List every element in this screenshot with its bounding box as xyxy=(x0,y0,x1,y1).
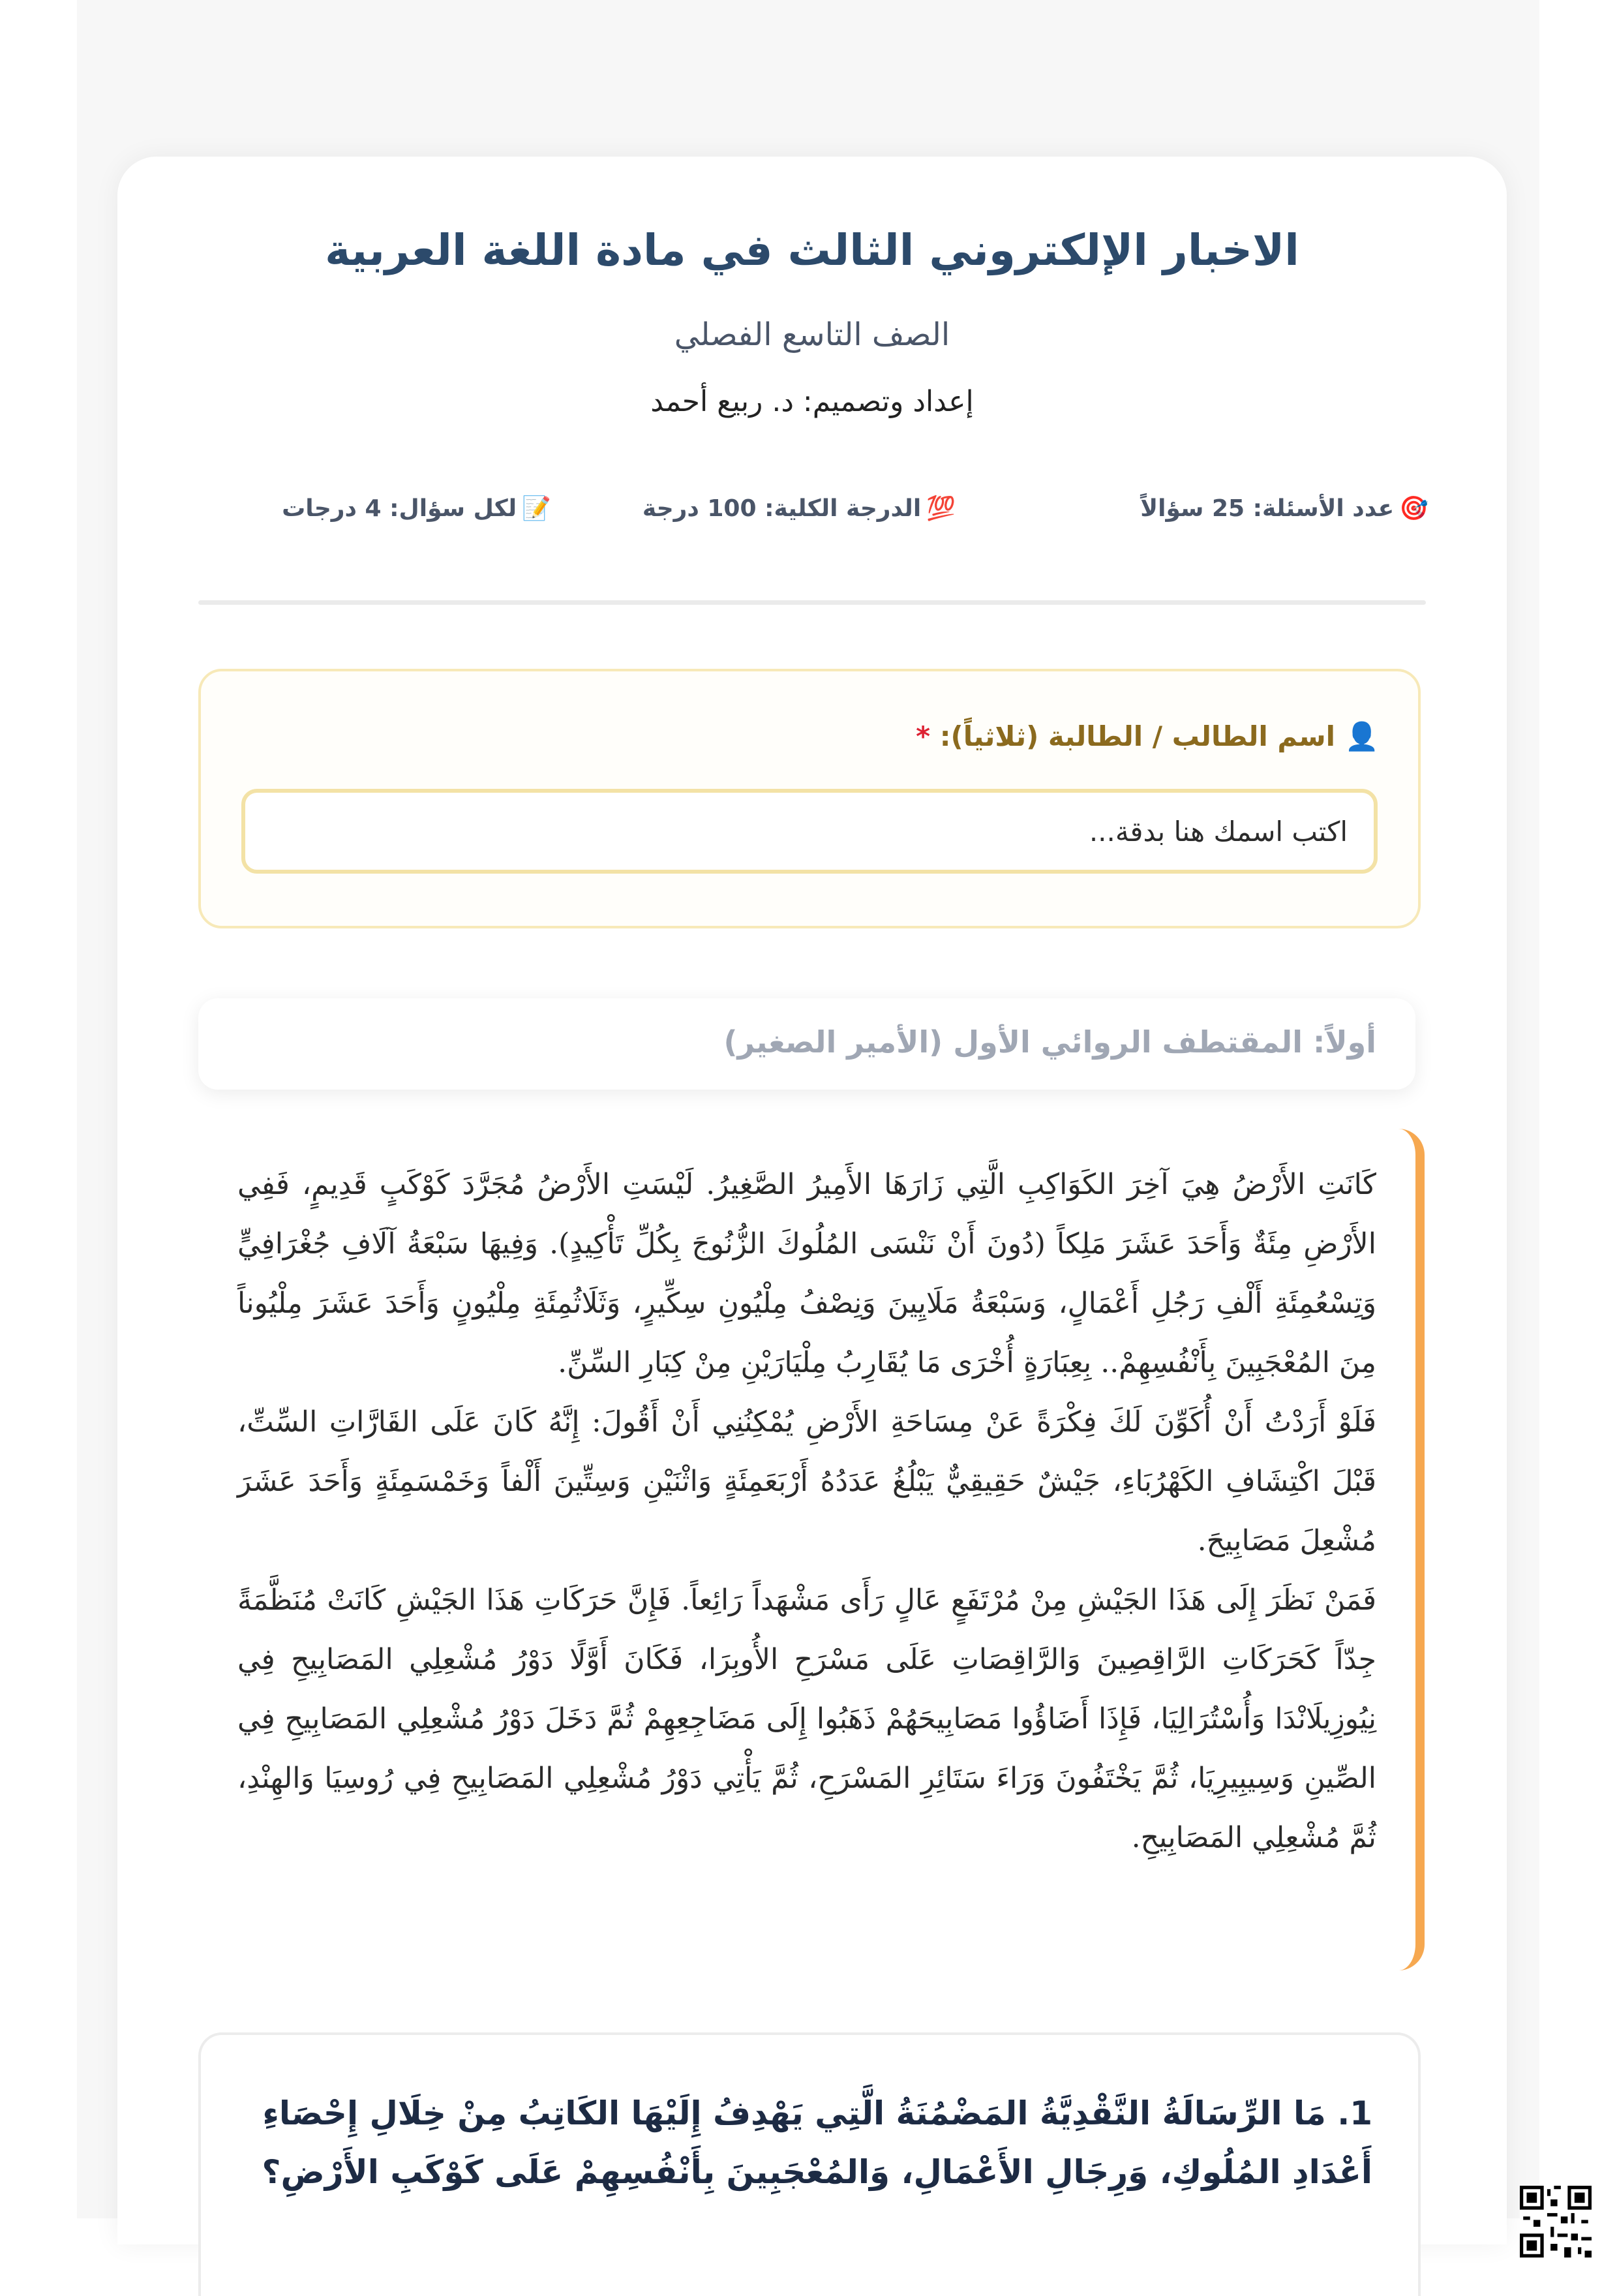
section-header xyxy=(198,998,1415,1090)
question-card xyxy=(198,2032,1421,2296)
passage-paragraph: كَانَتِ الأَرْضُ هِيَ آخِرَ الكَوَاكِبِ الَّتِي زَارَهَا الأَمِيرُ الصَّغِيرُ. لَيْسَتِ الأَرْضُ مُجَرَّدَ كَوْكَبٍ قَدِيمٍ، فَفِي الأَرْضِ مِئَةٌ وَأَحَدَ عَشَرَ مَلِكاً (دُونَ أَنْ نَنْسَى المُلُوكَ الزُّنُوجَ بِكُلِّ تَأْكِيدٍ). وَفِيهَا سَبْعَةُ آلَافِ جُغْرَافِيٍّ وَتِسْعُمِئَةِ أَلْفِ رَجُلِ أَعْمَالٍ، وَسَبْعَةُ مَلَايِينَ وَنِصْفُ مِلْيُونِ سِكِّيرٍ، وَثَلَاثُمِئَةِ مِلْيُونٍ وَأَحَدَ عَشَرَ مِلْيُوناً مِنَ المُعْجَبِينَ بِأَنْفُسِهِمْ.. بِعِبَارَةٍ أُخْرَى مَا يُقَارِبُ مِلْيَارَيْنِ مِنْ كِبَارِ السِّنِّ. xyxy=(237,1168,1376,1379)
question-text xyxy=(247,2084,1372,2201)
stat-total-score-text: الدرجة الكلية: 100 درجة xyxy=(642,495,922,522)
page-title: الاخبار الإلكتروني الثالث في مادة اللغة العربية xyxy=(325,225,1299,275)
qr-code-icon xyxy=(1520,2186,1592,2258)
hundred-points-icon: 💯 xyxy=(926,495,956,522)
memo-icon: 📝 xyxy=(522,495,551,522)
question-prompt: مَا الرِّسَالَةُ النَّقْدِيَّةُ المَضْمُنَةُ الَّتِي يَهْدِفُ إِلَيْهَا الكَاتِبُ مِنْ خِلَالِ إِحْصَاءِ أَعْدَادِ المُلُوكِ، وَرِجَالِ الأَعْمَالِ، وَالمُعْجَبِينَ بِأَنْفُسِهِمْ عَلَى كَوْكَبِ الأَرْضِ؟ xyxy=(262,2094,1372,2191)
user-icon: 👤 xyxy=(1344,720,1379,752)
student-name-label xyxy=(916,720,1379,753)
stat-total-score xyxy=(642,495,956,522)
required-mark: * xyxy=(916,720,931,752)
reading-passage xyxy=(198,1129,1425,1970)
student-name-box xyxy=(198,669,1421,928)
page-subtitle: الصف التاسع الفصلي xyxy=(674,316,950,353)
author-credit: إعداد وتصميم: د. ربيع أحمد xyxy=(650,385,974,418)
stat-question-count xyxy=(1140,495,1428,522)
quiz-stats xyxy=(196,495,1428,540)
question-number: 1. xyxy=(1337,2094,1372,2132)
target-icon: 🎯 xyxy=(1399,495,1428,522)
quiz-card xyxy=(117,157,1507,2244)
student-name-label-text: اسم الطالب / الطالبة (ثلاثياً): xyxy=(939,720,1336,752)
stat-points-per-question-text: لكل سؤال: 4 درجات xyxy=(282,495,517,522)
passage-paragraph: فَلَوْ أَرَدْتُ أَنْ أُكَوِّنَ لَكَ فِكْرَةً عَنْ مِسَاحَةِ الأَرْضِ يُمْكِنُنِي أَنْ أَقُولَ: إِنَّهُ كَانَ عَلَى القَارَّاتِ السِّتِّ، قَبْلَ اكْتِشَافِ الكَهْرُبَاءِ، جَيْشٌ حَقِيقِيٌّ يَبْلُغُ عَدَدُهُ أَرْبَعَمِئَةٍ وَاثْنَيْنِ وَسِتِّينَ أَلْفاً وَخَمْسَمِئَةٍ وَأَحَدَ عَشَرَ مُشْعِلَ مَصَابِيحَ. xyxy=(237,1405,1376,1557)
student-name-input[interactable] xyxy=(241,789,1378,874)
passage-text xyxy=(237,1155,1376,1867)
section-title: أولاً: المقتطف الروائي الأول (الأمير الصغير) xyxy=(723,1024,1376,1060)
header-divider xyxy=(198,600,1426,605)
stat-question-count-text: عدد الأسئلة: 25 سؤالاً xyxy=(1140,495,1395,522)
stat-points-per-question xyxy=(282,495,551,522)
passage-paragraph: فَمَنْ نَظَرَ إِلَى هَذَا الجَيْشِ مِنْ مُرْتَفَعٍ عَالٍ رَأَى مَشْهَداً رَائِعاً. فَإِنَّ حَرَكَاتِ هَذَا الجَيْشِ كَانَتْ مُنَظَّمَةً جِدّاً كَحَرَكَاتِ الرَّاقِصِينَ وَالرَّاقِصَاتِ عَلَى مَسْرَحِ الأُوبِرَا، فَكَانَ أَوَّلًا دَوْرُ مُشْعِلِي المَصَابِيحِ فِي نِيُوزِيلَانْدَا وَأُسْتُرَالِيَا، فَإِذَا أَضَاؤُوا مَصَابِيحَهُمْ ذَهَبُوا إِلَى مَضَاجِعِهِمْ ثُمَّ دَخَلَ دَوْرُ مُشْعِلِي المَصَابِيحِ فِي الصِّينِ وَسِيبِيرِيَا، ثُمَّ يَخْتَفُونَ وَرَاءَ سَتَائِرِ المَسْرَحِ، ثُمَّ يَأْتِي دَوْرُ مُشْعِلِي المَصَابِيحِ فِي رُوسِيَا وَالهِنْدِ، ثُمَّ مُشْعِلِي المَصَابِيحِ. xyxy=(237,1584,1376,1854)
